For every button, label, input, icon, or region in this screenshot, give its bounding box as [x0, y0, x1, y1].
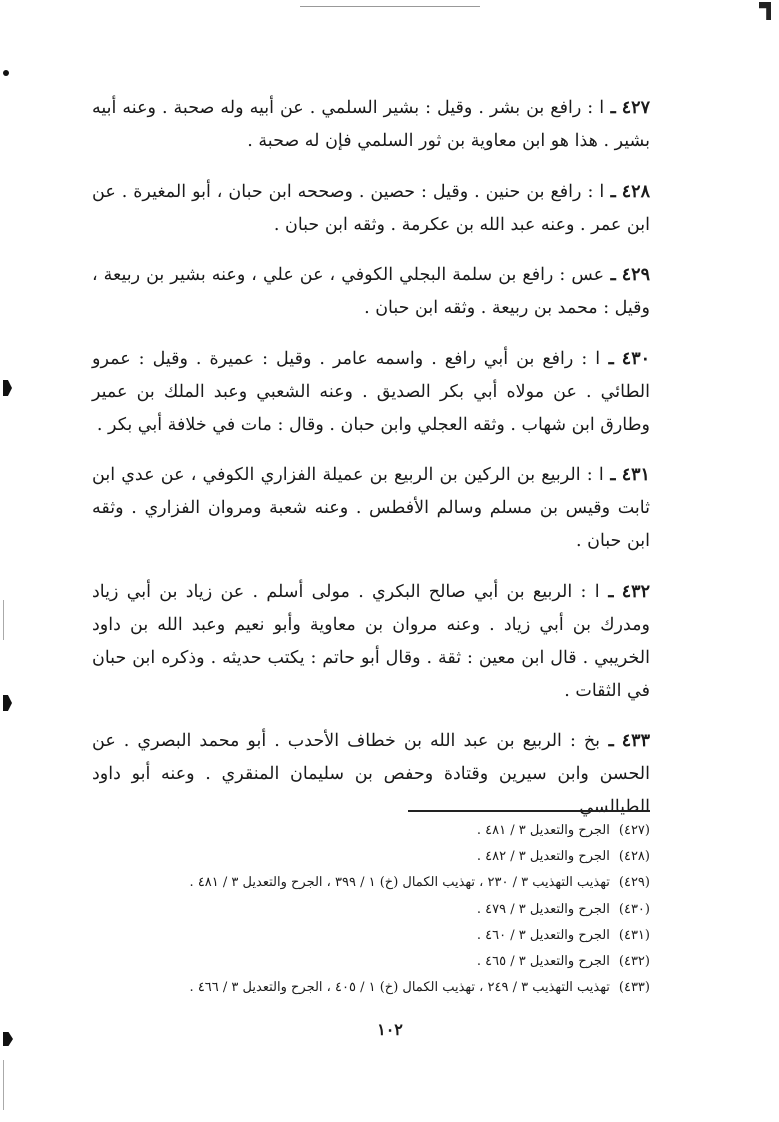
footnote: [92, 818, 650, 844]
entry-code: عس: [571, 265, 605, 285]
footnote-number: (٤٣٢): [618, 954, 650, 970]
entry-text: رافع بن أبي رافع . واسمه عامر . وقيل : عميرة . وقيل : عمرو الطائي . عن مولاه أبي بكر الصديق . وعنه الشعبي وعبد الملك بن عمير وطارق ابن شهاب . وثقه العجلي وابن حبان . وقال : مات في خلافة أبي بكر .: [92, 348, 650, 435]
entry-text: رافع بن بشر . وقيل : بشير السلمي . عن أبيه وله صحبة . وعنه أبيه بشير . هذا هو ابن معاوية بن ثور السلمي فإن له صحبة .: [92, 98, 650, 151]
entry-code: ا: [595, 348, 601, 369]
entry-number: ٤٢٩: [621, 265, 650, 285]
binding-tab-icon: [3, 1032, 13, 1046]
footnote-number: (٤٣٠): [618, 901, 650, 917]
footnotes: [92, 818, 650, 1001]
footnote-text: الجرح والتعديل ٣ / ٤٧٩ .: [476, 901, 610, 917]
entry-number: ٤٢٨: [621, 181, 650, 202]
footnote-text: الجرح والتعديل ٣ / ٤٨١ .: [476, 823, 610, 838]
entry: ٤٣٠ ـ ا : رافع بن أبي رافع . واسمه عامر . وقيل : عميرة . وقيل : عمرو الطائي . عن مولاه أبي بكر الصديق . وعنه الشعبي وعبد الملك بن عمير وطارق ابن شهاب . وثقه العجلي وابن حبان . وقال : مات في خلافة أبي بكر .: [92, 348, 650, 435]
binding-dot-icon: [3, 70, 9, 76]
footnote-number: (٤٣١): [618, 927, 650, 943]
entry-code: ا: [594, 581, 600, 602]
entry-text: الربيع بن أبي صالح البكري . مولى أسلم . عن زياد بن أبي زياد ومدرك بن أبي زياد . وعنه مروان بن معاوية وأبو نعيم وعبد الله بن داود الخريبي . قال ابن معين : ثقة . وقال أبو حاتم : يكتب حديثه . وذكره ابن حبان في الثقات .: [92, 581, 650, 701]
footnote: [92, 844, 650, 870]
scan-edge-line: [3, 600, 4, 640]
footnote-number: (٤٣٣): [618, 980, 650, 996]
binding-tab-icon: [3, 380, 12, 396]
entry-text: رافع بن حنين . وقيل : حصين . وصححه ابن حبان ، أبو المغيرة . عن ابن عمر . وعنه عبد الله بن عكرمة . وثقه ابن حبان .: [92, 181, 650, 235]
entry: ٤٢٨ ـ ا : رافع بن حنين . وقيل : حصين . وصححه ابن حبان ، أبو المغيرة . عن ابن عمر . وعنه عبد الله بن عكرمة . وثقه ابن حبان .: [92, 181, 650, 235]
entry-number: ٤٣١: [621, 465, 650, 485]
footnote-text: تهذيب التهذيب ٣ / ٢٣٠ ، تهذيب الكمال (خ) ١ / ٣٩٩ ، الجرح والتعديل ٣ / ٤٨١ .: [189, 875, 610, 891]
footnote-text: الجرح والتعديل ٣ / ٤٦٥ .: [476, 954, 610, 970]
entry-code: بخ: [583, 731, 601, 751]
entry: ٤٢٩ ـ عس : رافع بن سلمة البجلي الكوفي ، عن علي ، وعنه بشير بن ربيعة ، وقيل : محمد بن ربيعة . وثقه ابن حبان .: [92, 265, 650, 318]
footnote-text: تهذيب التهذيب ٣ / ٢٤٩ ، تهذيب الكمال (خ) ١ / ٤٠٥ ، الجرح والتعديل ٣ / ٤٦٦ .: [189, 980, 610, 996]
entry-text: الربيع بن عبد الله بن خطاف الأحدب . أبو محمد البصري . عن الحسن وابن سيرين وقتادة وحفص بن سليمان المنقري . وعنه أبو داود الطيالسي: [92, 731, 650, 817]
entry-code: ا: [598, 465, 604, 485]
footnote-text: الجرح والتعديل ٣ / ٤٦٠ .: [476, 927, 610, 943]
footnote-text: الجرح والتعديل ٣ / ٤٨٢ .: [476, 849, 610, 865]
footnote: [92, 949, 650, 975]
entry: ٤٣١ ـ ا : الربيع بن الركين بن الربيع بن عميلة الفزاري الكوفي ، عن عدي ابن ثابت وقيس بن مسلم وسالم الأفطس . وعنه شعبة ومروان الفزاري . وثقه ابن حبان .: [92, 465, 650, 551]
footnote: [92, 870, 650, 896]
entry-text: الربيع بن الركين بن الربيع بن عميلة الفزاري الكوفي ، عن عدي ابن ثابت وقيس بن مسلم وسالم الأفطس . وعنه شعبة ومروان الفزاري . وثقه ابن حبان .: [92, 465, 650, 551]
footnote-number: (٤٢٩): [618, 875, 650, 891]
entry-code: ا: [599, 98, 605, 118]
entry: ٤٣٣ ـ بخ : الربيع بن عبد الله بن خطاف الأحدب . أبو محمد البصري . عن الحسن وابن سيرين وقتادة وحفص بن سليمان المنقري . وعنه أبو داود الطيالسي: [92, 731, 650, 817]
entry: ٤٣٢ ـ ا : الربيع بن أبي صالح البكري . مولى أسلم . عن زياد بن أبي زياد ومدرك بن أبي زياد . وعنه مروان بن معاوية وأبو نعيم وعبد الله بن داود الخريبي . قال ابن معين : ثقة . وقال أبو حاتم : يكتب حديثه . وذكره ابن حبان في الثقات .: [92, 581, 650, 701]
entry-number: ٤٣٢: [621, 581, 650, 602]
entry-text: رافع بن سلمة البجلي الكوفي ، عن علي ، وعنه بشير بن ربيعة ، وقيل : محمد بن ربيعة . وثقه ابن حبان .: [92, 265, 650, 318]
entry-number: ٤٣٣: [621, 731, 650, 751]
binding-tab-icon: [3, 695, 12, 711]
biography-entries: [92, 92, 650, 833]
footnote: [92, 897, 650, 923]
page-number: ١٠٢: [377, 1020, 403, 1039]
header-rule: [300, 6, 480, 7]
footnote: [92, 923, 650, 949]
corner-bracket-icon: [759, 2, 771, 20]
scan-edge-line: [3, 1060, 4, 1110]
entry-number: ٤٢٧: [621, 98, 650, 118]
footnote-number: (٤٢٨): [618, 849, 650, 865]
footnote-rule: [408, 810, 650, 812]
footnote-number: (٤٢٧): [618, 823, 650, 838]
entry-number: ٤٣٠: [621, 348, 650, 369]
footnote: [92, 975, 650, 1001]
entry: ٤٢٧ ـ ا : رافع بن بشر . وقيل : بشير السلمي . عن أبيه وله صحبة . وعنه أبيه بشير . هذا هو ابن معاوية بن ثور السلمي فإن له صحبة .: [92, 98, 650, 151]
entry-code: ا: [599, 181, 605, 202]
